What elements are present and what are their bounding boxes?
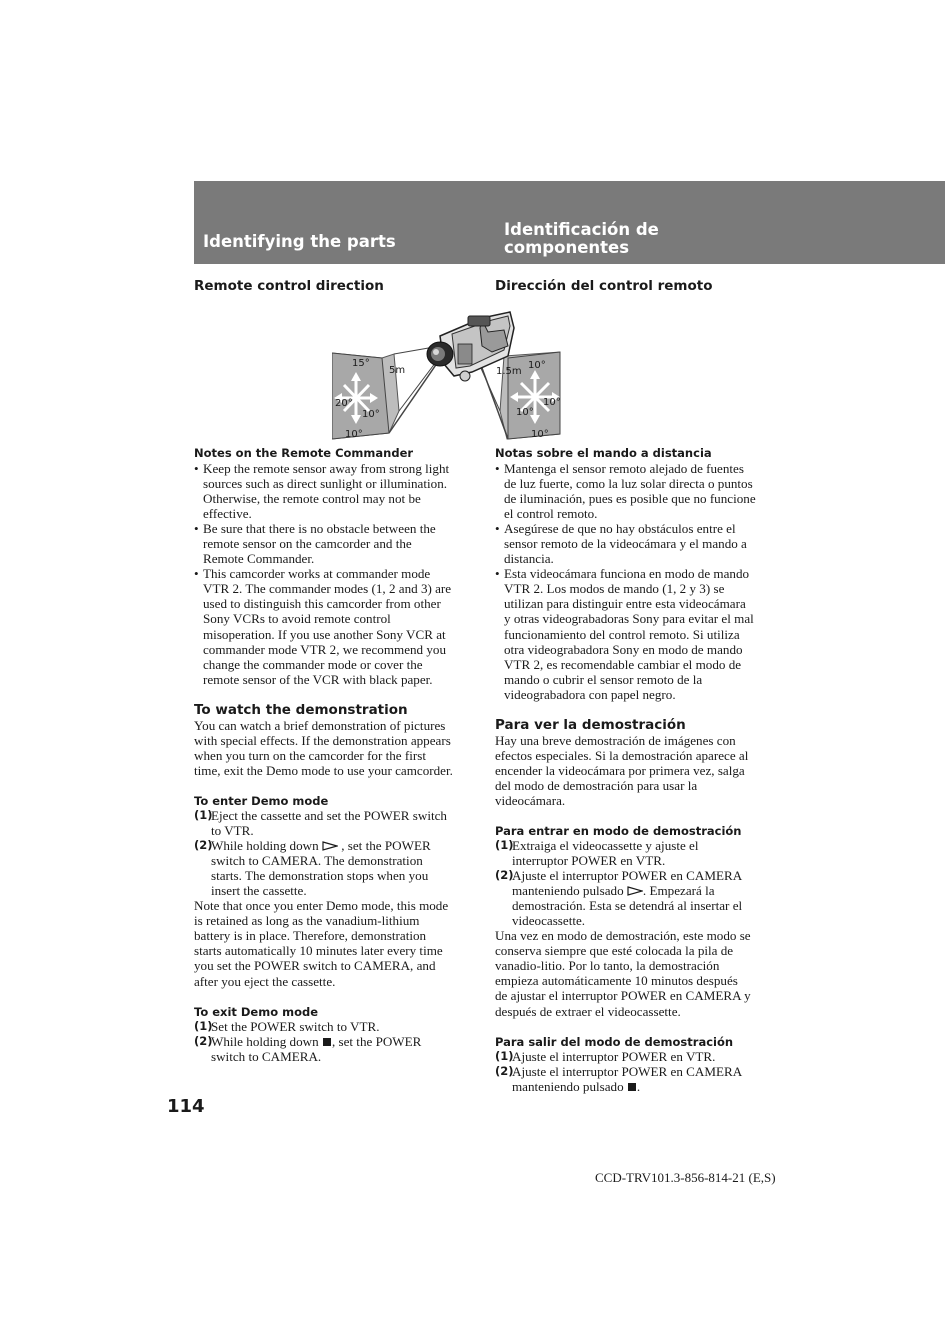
- es-remote-heading: Dirección del control remoto: [495, 278, 713, 294]
- left-bottom-angle: 10°: [345, 429, 363, 440]
- es-demo-note: Una vez en modo de demostración, este modo se conserva siempre que esté colocada la pila de vanadio-litio. Por lo tanto, la demostración empieza automáticamente 10 minutos después de ajustar el interruptor POWER en CAMERA y después de extraer el videocassette.: [495, 928, 751, 1019]
- en-enter-step: (2) While holding down , set the POWER switch to CAMERA. The demonstration starts. The demonstration stops when you insert the cassette.: [194, 838, 431, 899]
- en-enter-demo-steps: [194, 808, 484, 989]
- es-notes-heading: Notas sobre el mando a distancia: [495, 446, 712, 460]
- en-enter-demo-heading: To enter Demo mode: [194, 794, 329, 808]
- es-note-item: • Asegúrese de que no hay obstáculos entre el sensor remoto de la videocámara y el mando a distancia.: [495, 521, 795, 566]
- es-title-line: componentes: [504, 238, 630, 257]
- es-enter-step: (1) Extraiga el videocassette y ajuste el interruptor POWER en VTR.: [495, 838, 699, 869]
- play-icon: [627, 886, 643, 896]
- right-bottom-angle: 10°: [531, 429, 549, 440]
- remote-direction-diagram: [332, 306, 564, 442]
- es-exit-demo-steps: [495, 1049, 795, 1094]
- es-note-item: • Esta videocámara funciona en modo de mando VTR 2. Los modos de mando (1, 2 y 3) se utilizan para distinguir entre esta videocámara y otras videograbadoras Sony para evitar el mal funcionamiento del control remoto. Si utiliza otra videograbadora Sony en modo de mando VTR 2, es recomendable cambiar el modo de mando o cubrir el sensor remoto de la videograbadora con papel negro.: [495, 566, 795, 701]
- en-demo-note: Note that once you enter Demo mode, this mode is retained as long as the vanadium-lithium battery is in place. Therefore, demonstration starts automatically 10 minutes later every time you set the POWER switch to CAMERA, and after you eject the cassette.: [194, 898, 449, 989]
- en-notes-heading: Notes on the Remote Commander: [194, 446, 414, 460]
- es-exit-step: (2) Ajuste el interruptor POWER en CAMERA manteniendo pulsado .: [495, 1064, 743, 1095]
- model-code: CCD-TRV101.3-856-814-21 (E,S): [595, 1170, 776, 1185]
- es-enter-demo-heading: Para entrar en modo de demostración: [495, 824, 742, 838]
- en-exit-demo-steps: [194, 1019, 484, 1064]
- en-exit-demo-heading: To exit Demo mode: [194, 1005, 319, 1019]
- en-note-item: • Keep the remote sensor away from strong light sources such as direct sunlight or illumination. Otherwise, the remote control may not be effective.: [194, 461, 484, 521]
- es-exit-step: (1) Ajuste el interruptor POWER en VTR.: [495, 1049, 716, 1064]
- es-notes: [495, 461, 795, 702]
- left-reception-zone: [332, 346, 442, 439]
- en-notes: [194, 461, 484, 687]
- es-enter-step: (2) Ajuste el interruptor POWER en CAMERA manteniendo pulsado . Empezará la demostración. Esta se detendrá al insertar el videocassette.: [495, 868, 743, 929]
- left-side-angle: 20°: [335, 398, 353, 409]
- en-enter-step: (1) Eject the cassette and set the POWER switch to VTR.: [194, 808, 447, 839]
- en-demo-heading: To watch the demonstration: [194, 702, 408, 718]
- es-section-title: [504, 221, 659, 257]
- left-top-angle: 15°: [352, 358, 370, 369]
- right-inner-angle: 10°: [516, 407, 534, 418]
- play-icon: [322, 841, 338, 851]
- en-section-title: Identifying the parts: [203, 232, 396, 251]
- es-title-line: Identificación de: [504, 220, 659, 239]
- right-distance: 1.5m: [496, 366, 522, 377]
- left-distance: 5m: [389, 365, 406, 376]
- es-demo-intro: Hay una breve demostración de imágenes con efectos especiales. Si la demostración aparece al encender la videocámara por primera vez, salga del modo de demostración para usar la videocámara.: [495, 733, 749, 809]
- es-enter-demo-steps: [495, 838, 795, 1019]
- page-number: 114: [167, 1096, 205, 1117]
- en-exit-step: (1) Set the POWER switch to VTR.: [194, 1019, 380, 1034]
- es-exit-demo-heading: Para salir del modo de demostración: [495, 1035, 734, 1049]
- en-exit-step: (2) While holding down , set the POWER switch to CAMERA.: [194, 1034, 422, 1065]
- left-inner-angle: 10°: [362, 409, 380, 420]
- en-demo-intro: You can watch a brief demonstration of pictures with special effects. If the demonstration appears when you turn on the camcorder for the first time, exit the Demo mode to use your camcorder.: [194, 718, 453, 779]
- es-note-item: • Mantenga el sensor remoto alejado de fuentes de luz fuerte, como la luz solar directa o puntos de iluminación, pues es posible que no funcione el control remoto.: [495, 461, 795, 521]
- en-remote-heading: Remote control direction: [194, 278, 384, 294]
- right-side-angle: 10°: [543, 397, 561, 408]
- right-top-angle: 10°: [528, 360, 546, 371]
- es-demo-heading: Para ver la demostración: [495, 717, 686, 733]
- stop-icon: [322, 1037, 332, 1047]
- stop-icon: [627, 1082, 637, 1092]
- en-note-item: • Be sure that there is no obstacle between the remote sensor on the camcorder and the Remote Commander.: [194, 521, 484, 566]
- en-note-item: • This camcorder works at commander mode VTR 2. The commander modes (1, 2 and 3) are used to distinguish this camcorder from other Sony VCRs to avoid remote control misoperation. If you use another Sony VCR at commander mode VTR 2, we recommend you change the commander mode or cover the remote sensor of the VCR with black paper.: [194, 566, 484, 686]
